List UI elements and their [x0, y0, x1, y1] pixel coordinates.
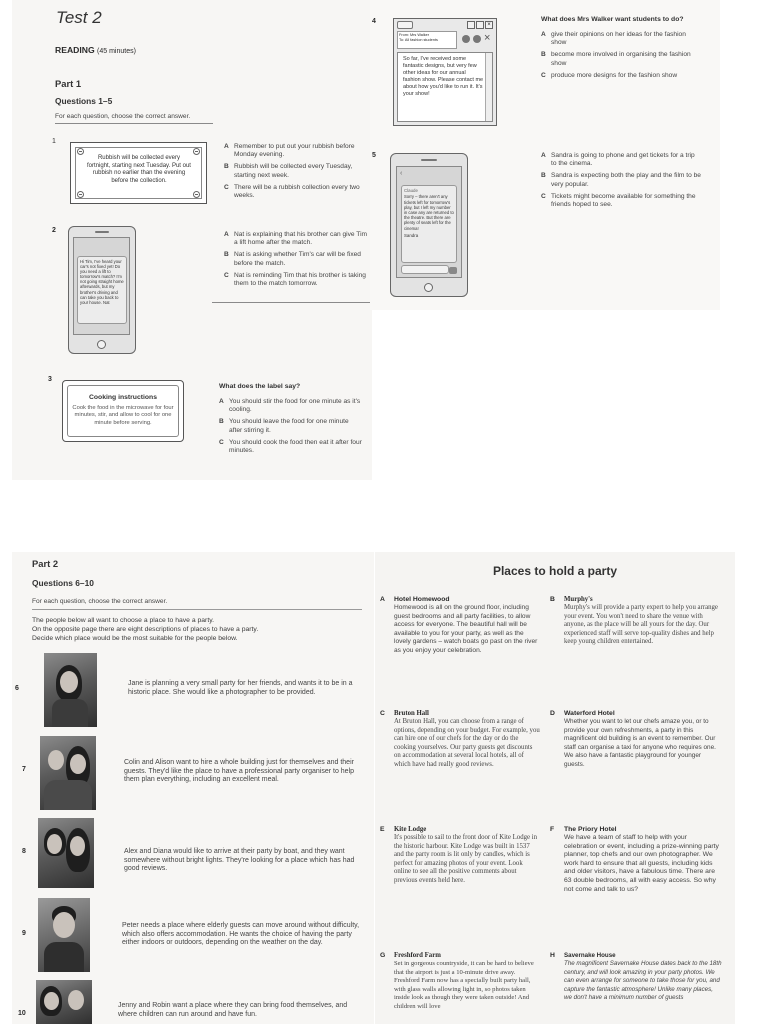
questions-range: Questions 1–5 [55, 96, 113, 106]
instruction-text: For each question, choose the correct answer. [55, 113, 191, 120]
question-number: 4 [372, 18, 376, 25]
part-heading: Part 1 [55, 78, 82, 89]
back-arrow-icon[interactable]: ‹ [400, 170, 403, 177]
email-window [393, 18, 497, 126]
option-c[interactable]: C Tickets might become available for something the friends hoped to see. [541, 192, 696, 209]
question-number: 5 [372, 152, 376, 159]
person-photo [38, 818, 94, 888]
option-a[interactable]: A give their opinions on her ideas for the fashion show [541, 31, 686, 47]
option-a[interactable]: A You should stir the food for one minute as it's cooling. [219, 398, 361, 414]
envelope-icon [397, 21, 413, 29]
test-title: Test 2 [56, 8, 102, 27]
page-title: Places to hold a party [492, 564, 618, 578]
page-part1-questions-1-3 [12, 0, 372, 480]
person-photo [40, 736, 96, 810]
screw-icon [77, 191, 84, 198]
option-a[interactable]: A Nat is explaining that his brother can give Tim a lift home after the match. [224, 231, 368, 247]
option-c[interactable]: C You should cook the food then eat it after four minutes. [219, 438, 362, 455]
email-text: So far, I've received some fantastic designs, but very few other ideas for our annual fashion show. Please contact me about how you'd like to run it. It's your show! [403, 56, 484, 97]
options-q5 [541, 152, 701, 209]
send-icon[interactable] [449, 267, 457, 274]
label-text: Cook the food in the microwave for four minutes, stir, and allow to cool for one minute before serving. [72, 405, 174, 426]
page-part1-questions-4-5 [370, 0, 720, 310]
part-heading: Part 2 [32, 558, 59, 569]
place-c: C Bruton Hall At Bruton Hall, you can choose from a range of options, depending on your budget. For example, you can hire one of our chefs for the day or do the cooking yourselves. Our party guests get discounts on accommodation at several local hotels, all of which have had really good reviews. [380, 710, 540, 768]
email-header-fields [397, 31, 457, 49]
sms-text: Hi Tim, I've heard your car's not fixed yet! Do you need a lift to tomorrow's match? I'm not going straight home afterwards, but my brother's driving and can take you back to your house. Nat [80, 259, 124, 305]
question-number: 8 [22, 848, 26, 855]
person-photo [44, 653, 97, 727]
question-number: 1 [52, 138, 56, 145]
question-number: 10 [18, 1010, 26, 1017]
intro-text: The people below all want to choose a place to have a party. On the opposite page there are eight descriptions of places to have a party. Decide which place would be the most suitable for the people below. [32, 617, 259, 642]
place-e: E Kite Lodge It's possible to sail to the front door of Kite Lodge in the historic harbour. Kite Lodge was built in 1537 and the party room is lit only by candles, which is perfect for amazing photos of your event. Look online to see all the positive comments about previous events held here. [380, 826, 537, 884]
place-a: A Hotel Homewood Homewood is all on the ground floor, including guest bedrooms and all party facilities, to allow access for everyone. The beautiful hall will be available to you for your party, as well as the lovely gardens – watch boats go past on the river as you enjoy your celebration. [380, 596, 538, 654]
to-field: To: All fashion students [399, 37, 438, 42]
smartphone [390, 153, 468, 297]
question-number: 9 [22, 930, 26, 937]
person-photo [38, 898, 90, 972]
option-b[interactable]: B You should leave the food for one minute after stirring it. [219, 418, 349, 434]
options-q2 [224, 231, 368, 288]
screw-icon [193, 148, 200, 155]
divider [212, 302, 370, 303]
maximize-icon[interactable] [476, 21, 484, 29]
page-part2-people [12, 552, 374, 1024]
signoff-text: Sandra [404, 232, 419, 238]
divider [55, 123, 213, 124]
delete-icon[interactable]: × [484, 32, 491, 44]
reading-heading: READING (45 minutes) [55, 45, 136, 55]
person-description: Peter needs a place where elderly guests can move around without difficulty, which also offers accommodation. He wants the choice of having the party either indoors or outdoors, depending on the weather on the day. [122, 922, 360, 947]
question-number: 6 [15, 685, 19, 692]
page-places-to-hold-a-party [375, 552, 735, 1024]
person-description: Jane is planning a very small party for her friends, and wants it to be in a historic place. She would like a photographer to be provided. [128, 680, 353, 696]
question-text: What does the label say? [219, 383, 301, 390]
questions-range: Questions 6–10 [32, 578, 94, 588]
notice-sign [70, 142, 207, 204]
place-d: D Waterford Hotel Whether you want to let our chefs amaze you, or to provide your own refreshments, a party in this magnificent old building is an event to remember. Our staff can organise a taxi for anyone who requires one. We also have a fantastic playground for younger guests. [550, 710, 716, 768]
option-b[interactable]: B Sandra is expecting both the play and the film to be very popular. [541, 172, 701, 188]
person-description: Alex and Diana would like to arrive at their party by boat, and they want somewhere without bright lights. They're looking for a place which has had good reviews. [124, 848, 355, 873]
option-b[interactable]: B Rubbish will be collected every Tuesday, starting next week. [224, 163, 353, 179]
home-button-icon[interactable] [424, 283, 433, 292]
phone-screen [396, 166, 462, 278]
screw-icon [77, 148, 84, 155]
home-button-icon[interactable] [97, 340, 106, 349]
place-b: B Murphy's Murphy's will provide a party expert to help you arrange your event. You won't need to share the venue with anyone, as the place will be all yours for the day. Our experienced staff will serve top-quality dishes and help keep young children entertained. [550, 596, 718, 646]
phone-screen [73, 237, 130, 335]
label-title: Cooking instructions [89, 394, 157, 401]
person-photo [36, 980, 92, 1024]
speaker-icon [95, 231, 109, 233]
place-h: H Savernake House The magnificent Savernake House dates back to the 18th century, and will look amazing in your party photos. We can even arrange for someone to take those for you, and capture the fantastic atmosphere! Unlike many places, we don't have a minimum number of guests [550, 952, 722, 1002]
message-input[interactable] [401, 265, 449, 274]
divider [32, 609, 362, 610]
smartphone [68, 226, 136, 354]
message-bubble [77, 256, 127, 324]
question-text: What does Mrs Walker want students to do? [541, 16, 684, 23]
sender-name: Claude [404, 188, 418, 193]
notice-text: Rubbish will be collected every fortnight, starting next Tuesday. Put out rubbish no earlier than the evening before the collection. [87, 155, 191, 184]
option-c[interactable]: C Nat is reminding Tim that his brother is taking them to the match tomorrow. [224, 271, 366, 288]
options-q1 [224, 143, 362, 200]
options-q4 [541, 31, 701, 80]
question-number: 7 [22, 766, 26, 773]
options-q3 [219, 398, 363, 455]
place-f: F The Priory Hotel We have a team of staff to help with your celebration or event, including a prize-winning party planner, top chefs and our own photographer. We work hard to ensure that all guests, including kids and older visitors, have a fabulous time. There are 63 double bedrooms, all with easy access. So why not come and talk to us? [550, 826, 719, 893]
option-a[interactable]: A Remember to put out your rubbish before Monday evening. [224, 143, 355, 159]
close-icon[interactable]: × [485, 21, 493, 29]
forward-icon[interactable] [473, 35, 481, 43]
option-a[interactable]: A Sandra is going to phone and get tickets for a trip to the cinema. [541, 152, 695, 168]
window-controls [467, 21, 493, 29]
from-field: From: Mrs Walker [399, 33, 430, 37]
food-label [62, 380, 184, 442]
message-bubble [401, 185, 457, 263]
option-b[interactable]: B Nat is asking whether Tim's car will be fixed before the match. [224, 251, 361, 267]
place-g: G Freshford Farm Set in gorgeous countryside, it can be hard to believe that the airport is just a 10-minute drive away. Freshford Farm now has a specially built party hall, with glass walls allowing light in, so photos taken inside look as though they were taken outside! And children will love [380, 952, 534, 1010]
sms-text: Sorry – there aren't any tickets left for tomorrow's play, but I left my number in case any are returned to the theatre. But there are plenty of seats left for the cinema! [404, 194, 454, 231]
question-number: 2 [52, 227, 56, 234]
option-c[interactable]: C There will be a rubbish collection every two weeks. [224, 183, 360, 200]
speaker-icon [421, 159, 437, 161]
question-number: 3 [48, 376, 52, 383]
email-body [397, 52, 493, 122]
minimize-icon[interactable] [467, 21, 475, 29]
person-description: Colin and Alison want to hire a whole building just for themselves and their guests. They'd like the place to have a professional party organiser to help them plan everything, including an excellent meal. [124, 759, 355, 784]
option-c[interactable]: C produce more designs for the fashion show [541, 71, 678, 79]
instruction-text: For each question, choose the correct answer. [32, 598, 168, 605]
option-b[interactable]: B become more involved in organising the fashion show [541, 51, 691, 67]
screw-icon [193, 191, 200, 198]
person-description: Jenny and Robin want a place where they can bring food themselves, and where children can run around and have fun. [118, 1002, 348, 1018]
scrollbar[interactable] [485, 53, 492, 121]
reply-icon[interactable] [462, 35, 470, 43]
